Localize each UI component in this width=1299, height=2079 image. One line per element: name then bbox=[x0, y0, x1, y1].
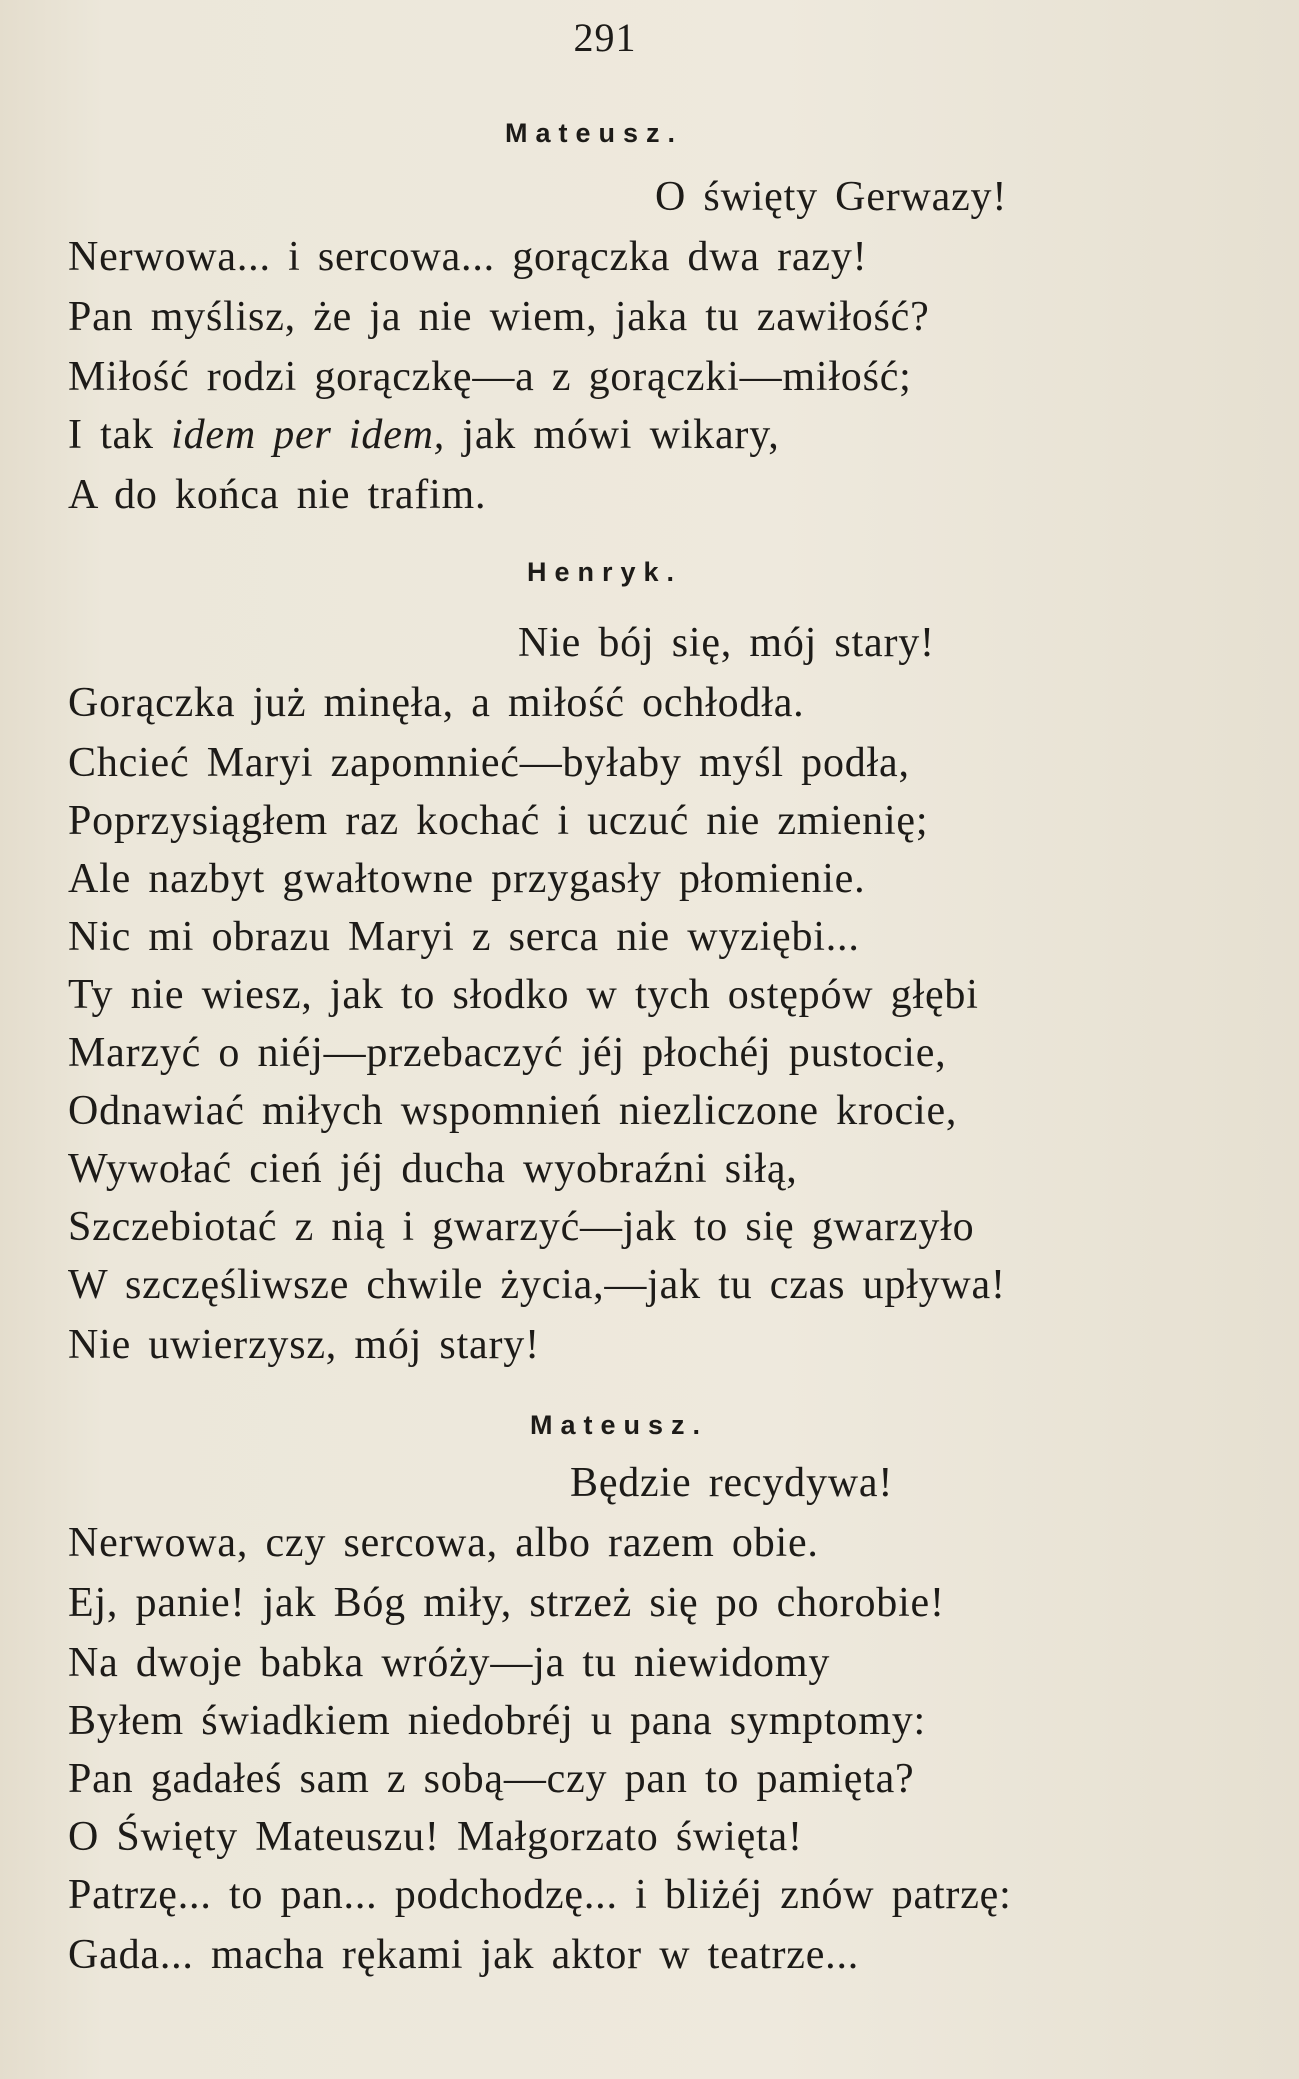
verse-line bbox=[68, 414, 780, 456]
verse-line: Nerwowa, czy sercowa, albo razem obie. bbox=[68, 1520, 819, 1566]
verse-line: Szczebiotać z nią i gwarzyć—jak to się gwarzyło bbox=[68, 1204, 975, 1250]
latin-phrase: idem per idem, bbox=[171, 412, 446, 458]
speaker-name: Mateusz. bbox=[505, 118, 684, 148]
verse-line: Gorączka już minęła, a miłość ochłodła. bbox=[68, 680, 805, 726]
verse-line: Miłość rodzi gorączkę—a z gorączki—miłość; bbox=[68, 354, 912, 400]
verse-line: Pan myślisz, że ja nie wiem, jaka tu zawiłość? bbox=[68, 294, 930, 340]
verse-line: O święty Gerwazy! bbox=[655, 174, 1008, 220]
verse-line: Wywołać cień jéj ducha wyobraźni siłą, bbox=[68, 1146, 798, 1192]
verse-line: Nie bój się, mój stary! bbox=[518, 620, 935, 666]
verse-line: Będzie recydywa! bbox=[570, 1460, 894, 1506]
verse-line: Chcieć Maryi zapomnieć—byłaby myśl podła, bbox=[68, 740, 910, 786]
verse-line: W szczęśliwsze chwile życia,—jak tu czas upływa! bbox=[68, 1262, 1006, 1308]
verse-text: jak mówi wikary, bbox=[445, 412, 780, 458]
verse-line: Ty nie wiesz, jak to słodko w tych ostępów głębi bbox=[68, 972, 979, 1018]
verse-line: Pan gadałeś sam z sobą—czy pan to pamięta? bbox=[68, 1756, 915, 1802]
verse-text: I tak bbox=[68, 412, 172, 458]
verse-line: Nerwowa... i sercowa... gorączka dwa razy! bbox=[68, 234, 868, 280]
verse-line: Nie uwierzysz, mój stary! bbox=[68, 1322, 540, 1368]
verse-line: Ej, panie! jak Bóg miły, strzeż się po chorobie! bbox=[68, 1580, 945, 1626]
verse-line: Marzyć o niéj—przebaczyć jéj płochéj pustocie, bbox=[68, 1030, 947, 1076]
verse-line: Na dwoje babka wróży—ja tu niewidomy bbox=[68, 1640, 831, 1686]
verse-line: Ale nazbyt gwałtowne przygasły płomienie. bbox=[68, 856, 866, 902]
verse-line: Byłem świadkiem niedobréj u pana symptomy: bbox=[68, 1698, 926, 1744]
verse-line: Odnawiać miłych wspomnień niezliczone krocie, bbox=[68, 1088, 958, 1134]
verse-line: A do końca nie trafim. bbox=[68, 472, 487, 518]
verse-line: Nic mi obrazu Maryi z serca nie wyziębi... bbox=[68, 914, 860, 960]
verse-line: O Święty Mateuszu! Małgorzato święta! bbox=[68, 1814, 803, 1860]
speaker-name: Henryk. bbox=[527, 557, 683, 587]
verse-line: Patrzę... to pan... podchodzę... i bliżéj znów patrzę: bbox=[68, 1872, 1012, 1918]
speaker-name: Mateusz. bbox=[530, 1410, 709, 1440]
verse-line: Gada... macha rękami jak aktor w teatrze... bbox=[68, 1932, 860, 1978]
page-number: 291 bbox=[573, 15, 637, 60]
verse-line: Poprzysiągłem raz kochać i uczuć nie zmienię; bbox=[68, 798, 929, 844]
